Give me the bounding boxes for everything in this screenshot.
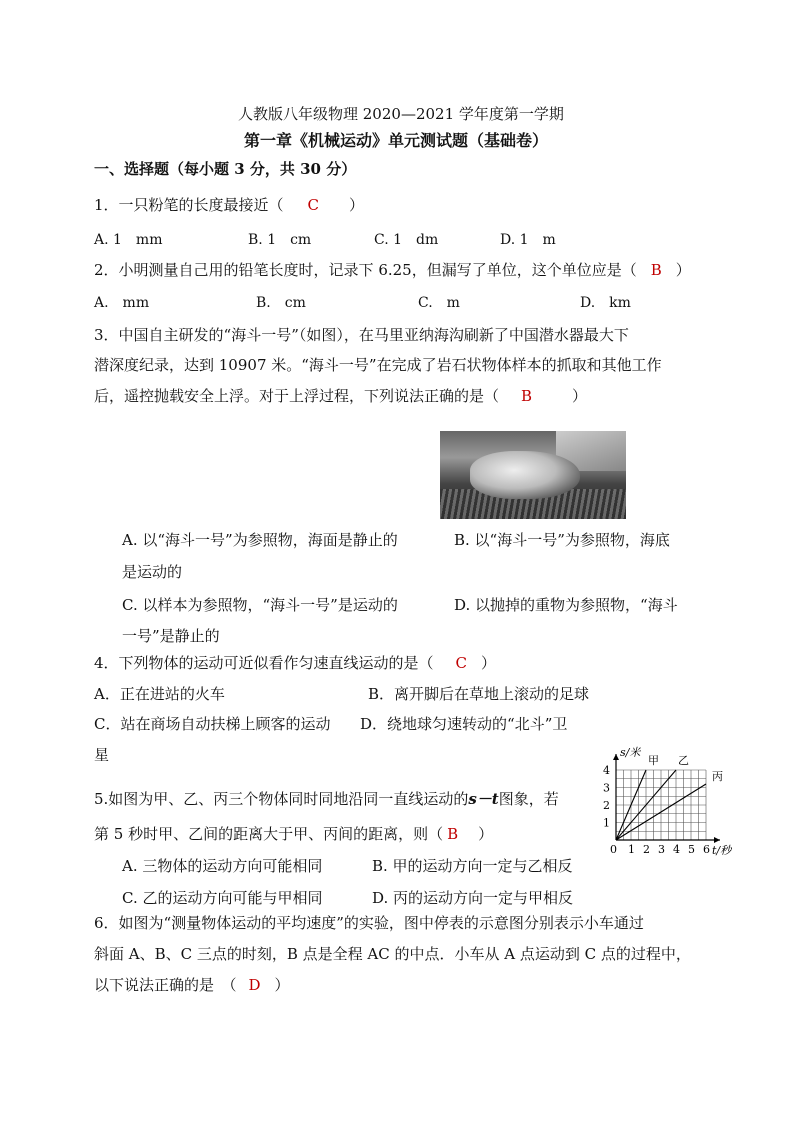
option-c: C. 乙的运动方向可能与甲相同 — [122, 889, 323, 907]
section-heading: 一、选择题（每小题 3 分，共 30 分） — [94, 160, 357, 178]
y-tick-label: 1 — [603, 816, 610, 830]
x-tick-label: 5 — [688, 843, 695, 856]
option-a: A. 1 mm — [94, 232, 163, 248]
y-tick-label: 2 — [603, 799, 610, 812]
question-1: 1．一只粉笔的长度最接近（ C ） — [94, 196, 365, 214]
question-3-line2: 潜深度纪录，达到 10907 米。“海斗一号”在完成了岩石状物体样本的抓取和其他工作 — [94, 356, 662, 374]
series-label: 乙 — [678, 754, 689, 767]
option-d: D．绕地球匀速转动的“北斗”卫 — [360, 715, 568, 733]
question-stem: 1．一只粉笔的长度最接近（ — [94, 196, 284, 214]
exam-title: 人教版八年级物理 2020—2021 学年度第一学期 — [238, 105, 564, 123]
series-label: 丙 — [712, 770, 723, 783]
option-c: C. 1 dm — [374, 232, 439, 248]
option-d-cont: 星 — [94, 746, 110, 764]
option-a: A. 以“海斗一号”为参照物，海面是静止的 — [122, 531, 398, 549]
y-axis-label: s/米 — [620, 746, 641, 759]
x-tick-label: 6 — [703, 843, 710, 856]
option-c: C. m — [418, 295, 460, 311]
x-tick-label: 3 — [658, 843, 665, 856]
option-b: B. 以“海斗一号”为参照物，海底 — [454, 531, 670, 549]
submersible-photo — [440, 431, 626, 519]
answer-mark: B — [650, 261, 662, 279]
y-axis-arrow — [613, 754, 619, 760]
option-b-cont: 是运动的 — [122, 563, 183, 581]
option-d: D. km — [580, 295, 631, 311]
answer-mark: B — [521, 387, 533, 405]
x-axis-label: t/秒 — [712, 844, 732, 857]
s-t-graph — [598, 738, 748, 864]
submersible-body — [470, 451, 580, 499]
x-tick-label: 4 — [673, 843, 680, 856]
option-d: D. 以抛掉的重物为参照物，“海斗 — [454, 596, 678, 614]
x-axis-arrow — [714, 837, 720, 843]
option-a: A. 三物体的运动方向可能相同 — [122, 857, 323, 875]
question-2: 2．小明测量自己用的铅笔长度时，记录下 6.25，但漏写了单位，这个单位应是（ B ） — [94, 261, 691, 279]
option-b: B. cm — [256, 295, 306, 311]
question-5-line2: 第 5 秒时甲、乙间的距离大于甲、丙间的距离，则（ B ） — [94, 825, 494, 843]
option-b: B. 甲的运动方向一定与乙相反 — [372, 857, 573, 875]
option-c: C．站在商场自动扶梯上顾客的运动 — [94, 715, 331, 733]
option-d: D. 1 m — [500, 232, 556, 248]
answer-mark: B — [447, 825, 459, 843]
question-3-line1: 3．中国自主研发的“海斗一号”（如图），在马里亚纳海沟刷新了中国潜水器最大下 — [94, 326, 629, 344]
question-4: 4．下列物体的运动可近似看作匀速直线运动的是（ C ） — [94, 654, 497, 672]
y-tick-label: 4 — [603, 764, 610, 777]
answer-mark: D — [248, 976, 261, 994]
chapter-title: 第一章《机械运动》单元测试题（基础卷） — [244, 131, 549, 150]
question-5-line1: 5.如图为甲、乙、丙三个物体同时同地沿同一直线运动的s－t图象，若 — [94, 790, 559, 808]
series-label: 甲 — [648, 754, 659, 767]
option-d: D. 丙的运动方向一定与甲相反 — [372, 889, 574, 907]
option-b: B. 1 cm — [248, 232, 312, 248]
answer-mark: C — [307, 196, 320, 214]
question-6-line3: 以下说法正确的是 （ D ） — [94, 976, 290, 994]
question-3-line3: 后，遥控抛载安全上浮。对于上浮过程，下列说法正确的是（ B ） — [94, 387, 588, 405]
x-tick-label: 0 — [610, 843, 617, 856]
option-c: C. 以样本为参照物，“海斗一号”是运动的 — [122, 596, 398, 614]
option-a: A. mm — [94, 295, 150, 311]
question-6-line1: 6．如图为“测量物体运动的平均速度”的实验，图中停表的示意图分别表示小车通过 — [94, 914, 644, 932]
question-6-line2: 斜面 A、B、C 三点的时刻，B 点是全程 AC 的中点．小车从 A 点运动到 C 点的过程中， — [94, 945, 691, 963]
question-stem: 2．小明测量自己用的铅笔长度时，记录下 6.25，但漏写了单位，这个单位应是（ — [94, 261, 637, 279]
option-d-cont: 一号”是静止的 — [122, 627, 220, 645]
option-b: B．离开脚后在草地上滚动的足球 — [368, 685, 590, 703]
x-tick-label: 2 — [643, 843, 650, 856]
answer-mark: C — [455, 654, 468, 672]
option-a: A．正在进站的火车 — [94, 685, 225, 703]
y-tick-label: 3 — [603, 781, 610, 795]
x-tick-label: 1 — [628, 843, 635, 856]
